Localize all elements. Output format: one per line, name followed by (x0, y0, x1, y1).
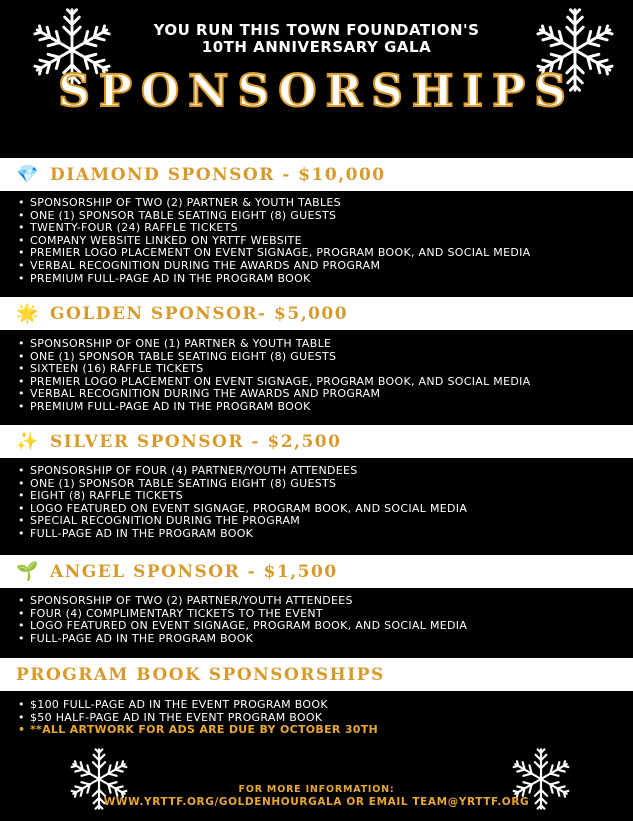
list-item: • FULL-PAGE AD IN THE PROGRAM BOOK (18, 633, 467, 646)
list-item: • SIXTEEN (16) RAFFLE TICKETS (18, 363, 530, 376)
glowing-star-icon: 🌟 (16, 303, 39, 324)
list-item: • PREMIUM FULL-PAGE AD IN THE PROGRAM BOOK (18, 401, 530, 414)
list-item: • ONE (1) SPONSOR TABLE SEATING EIGHT (8) GUESTS (18, 210, 530, 223)
list-item: • SPONSORSHIP OF FOUR (4) PARTNER/YOUTH ATTENDEES (18, 465, 467, 478)
footer (0, 783, 633, 809)
tier-band-silver (0, 425, 633, 458)
tier-title-silver: SILVER SPONSOR - $2,500 (50, 431, 342, 452)
header-line-2: 10TH ANNIVERSARY GALA (201, 38, 432, 56)
list-item: • FULL-PAGE AD IN THE PROGRAM BOOK (18, 528, 467, 541)
seedling-icon: 🌱 (16, 561, 39, 582)
list-item: • ONE (1) SPONSOR TABLE SEATING EIGHT (8) GUESTS (18, 478, 467, 491)
tier-list-silver (18, 465, 467, 541)
list-item: • EIGHT (8) RAFFLE TICKETS (18, 490, 467, 503)
list-item: • PREMIER LOGO PLACEMENT ON EVENT SIGNAGE, PROGRAM BOOK, AND SOCIAL MEDIA (18, 247, 530, 260)
list-item: • PREMIUM FULL-PAGE AD IN THE PROGRAM BOOK (18, 273, 530, 286)
list-item: • VERBAL RECOGNITION DURING THE AWARDS AND PROGRAM (18, 388, 530, 401)
list-item: • $50 HALF-PAGE AD IN THE EVENT PROGRAM BOOK (18, 712, 378, 725)
list-item: • TWENTY-FOUR (24) RAFFLE TICKETS (18, 222, 530, 235)
program-book-title: PROGRAM BOOK SPONSORSHIPS (16, 664, 385, 685)
list-item: • PREMIER LOGO PLACEMENT ON EVENT SIGNAGE, PROGRAM BOOK, AND SOCIAL MEDIA (18, 376, 530, 389)
program-book-list (18, 699, 378, 737)
program-book-band (0, 658, 633, 691)
list-item: • VERBAL RECOGNITION DURING THE AWARDS AND PROGRAM (18, 260, 530, 273)
list-item: • ONE (1) SPONSOR TABLE SEATING EIGHT (8) GUESTS (18, 351, 530, 364)
tier-band-diamond (0, 158, 633, 191)
sparkles-icon: ✨ (16, 431, 39, 452)
tier-list-golden (18, 338, 530, 414)
list-item: • SPONSORSHIP OF TWO (2) PARTNER/YOUTH ATTENDEES (18, 595, 467, 608)
gem-icon: 💎 (16, 164, 39, 185)
list-item: • FOUR (4) COMPLIMENTARY TICKETS TO THE EVENT (18, 608, 467, 621)
header-line-1: YOU RUN THIS TOWN FOUNDATION'S (153, 21, 480, 39)
list-item: • LOGO FEATURED ON EVENT SIGNAGE, PROGRAM BOOK, AND SOCIAL MEDIA (18, 620, 467, 633)
tier-title-diamond: DIAMOND SPONSOR - $10,000 (50, 164, 386, 185)
list-item: • $100 FULL-PAGE AD IN THE EVENT PROGRAM BOOK (18, 699, 378, 712)
tier-list-angel (18, 595, 467, 645)
tier-title-golden: GOLDEN SPONSOR- $5,000 (50, 303, 349, 324)
list-item: • LOGO FEATURED ON EVENT SIGNAGE, PROGRAM BOOK, AND SOCIAL MEDIA (18, 503, 467, 516)
list-item: • SPONSORSHIP OF TWO (2) PARTNER & YOUTH TABLES (18, 197, 530, 210)
footer-contact-link[interactable]: WWW.YRTTF.ORG/GOLDENHOURGALA OR EMAIL TEAM@YRTTF.ORG (103, 796, 530, 808)
page-title: SPONSORSHIPS (58, 66, 575, 117)
footer-info-label: FOR MORE INFORMATION: (238, 784, 395, 795)
list-item: • COMPANY WEBSITE LINKED ON YRTTF WEBSITE (18, 235, 530, 248)
tier-list-diamond (18, 197, 530, 285)
header (0, 22, 633, 56)
list-item: • SPONSORSHIP OF ONE (1) PARTNER & YOUTH TABLE (18, 338, 530, 351)
list-item: • SPECIAL RECOGNITION DURING THE PROGRAM (18, 515, 467, 528)
tier-band-golden (0, 297, 633, 330)
tier-title-angel: ANGEL SPONSOR - $1,500 (50, 561, 338, 582)
artwork-deadline-note: • **ALL ARTWORK FOR ADS ARE DUE BY OCTOBER 30TH (18, 724, 378, 737)
tier-band-angel (0, 555, 633, 588)
